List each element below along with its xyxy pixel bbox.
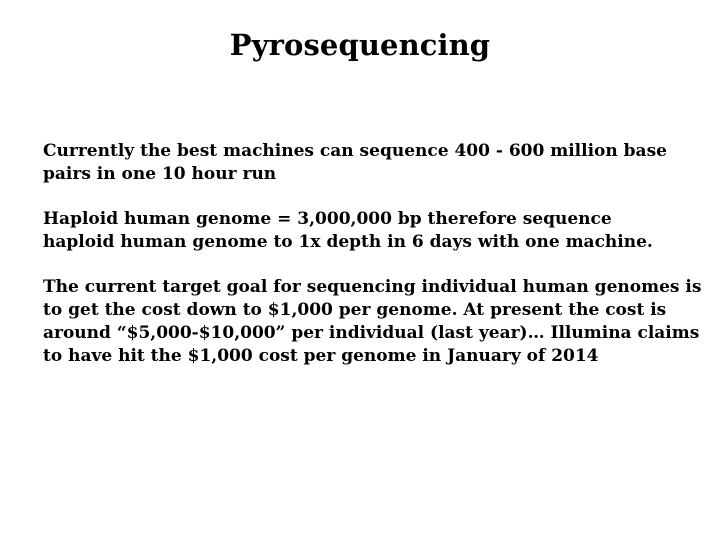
paragraph-machine-throughput — [43, 140, 683, 186]
paragraph-line: pairs in one 10 hour run — [43, 164, 277, 184]
slide-body — [43, 140, 702, 390]
paragraph-line: Currently the best machines can sequence 400 - 600 million base — [43, 141, 667, 161]
paragraph-line: around “$5,000-$10,000” per individual (last year)… Illumina claims — [43, 323, 700, 343]
paragraph-line: The current target goal for sequencing individual human genomes is — [43, 277, 702, 297]
slide-title: Pyrosequencing — [229, 28, 491, 62]
paragraph-line: haploid human genome to 1x depth in 6 days with one machine. — [43, 232, 653, 252]
paragraph-line: to have hit the $1,000 cost per genome in January of 2014 — [43, 346, 599, 366]
paragraph-line: to get the cost down to $1,000 per genome. At present the cost is — [43, 300, 667, 320]
paragraph-line: Haploid human genome = 3,000,000 bp therefore sequence — [43, 209, 612, 229]
paragraph-haploid-genome — [43, 208, 683, 254]
paragraph-cost-goal — [43, 276, 702, 368]
